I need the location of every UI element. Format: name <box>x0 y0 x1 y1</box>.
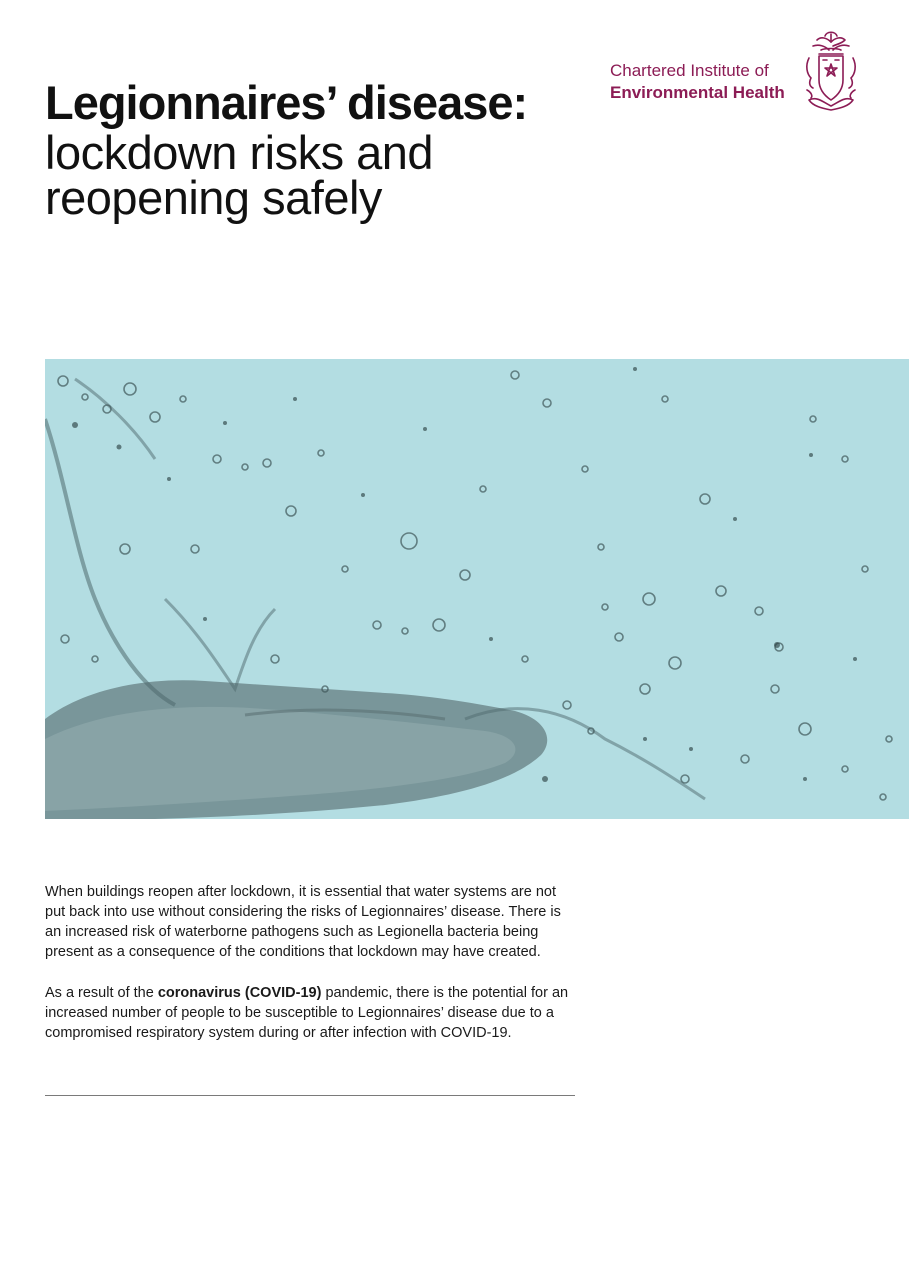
cieh-logo <box>610 30 860 114</box>
title-line-2: lockdown risks and <box>45 126 434 179</box>
logo-line2: Environmental Health <box>610 83 785 102</box>
water-splash-image <box>45 359 909 819</box>
page-title <box>45 76 605 224</box>
covid-paragraph-bold: coronavirus (COVID-19) <box>157 985 322 1001</box>
logo-text <box>610 60 785 104</box>
crest-icon <box>803 30 859 114</box>
divider-rule <box>45 1095 575 1096</box>
intro-paragraph: When buildings reopen after lockdown, it is essential that water systems are not put back into use without considering the risks of Legionnaires’ disease. There is an increased risk of waterborne pathogens such as Legionella bacteria being present as a consequence of the conditions that lockdown may have created. <box>45 884 561 960</box>
hero-image <box>45 359 909 819</box>
covid-paragraph-post: pandemic, there is the potential for an increased number of people to be susceptible to Legionnaires’ disease due to a compromised respiratory system during or after infection with COVID-19. <box>45 985 569 1041</box>
title-line-3: reopening safely <box>45 171 382 224</box>
body-text <box>45 882 580 1064</box>
title-bold: Legionnaires’ disease: <box>45 76 528 129</box>
covid-paragraph <box>45 983 580 1043</box>
covid-paragraph-pre: As a result of the <box>45 985 158 1001</box>
logo-line1: Chartered Institute of <box>610 61 769 80</box>
